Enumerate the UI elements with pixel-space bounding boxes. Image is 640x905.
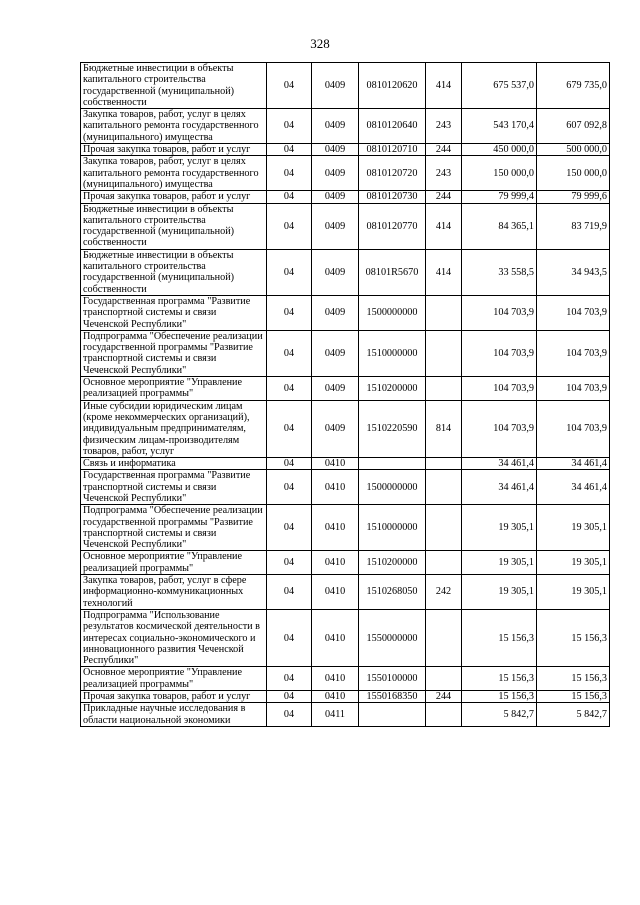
row-expense-type-cell: 244 (426, 191, 462, 203)
row-section-cell: 04 (267, 458, 312, 470)
table-row (81, 458, 610, 470)
row-amount-2-cell: 679 735,0 (537, 63, 610, 109)
row-amount-1-cell: 19 305,1 (462, 505, 537, 551)
table-row (81, 609, 610, 666)
row-amount-1-cell: 150 000,0 (462, 156, 537, 191)
row-subsection-cell: 0410 (312, 505, 359, 551)
row-expense-type-cell (426, 703, 462, 727)
row-amount-2-cell: 34 461,4 (537, 458, 610, 470)
row-expense-type-cell: 244 (426, 144, 462, 156)
row-name-cell: Основное мероприятие "Управление реализацией программы" (81, 667, 267, 691)
table-row (81, 575, 610, 610)
row-amount-2-cell: 19 305,1 (537, 551, 610, 575)
row-subsection-cell: 0409 (312, 156, 359, 191)
row-section-cell: 04 (267, 691, 312, 703)
row-amount-1-cell: 33 558,5 (462, 249, 537, 295)
row-subsection-cell: 0411 (312, 703, 359, 727)
row-target-article-cell: 1550100000 (359, 667, 426, 691)
row-name-cell: Подпрограмма "Обеспечение реализации государственной программы "Развитие транспортной системы и связи Чеченской Республики" (81, 330, 267, 376)
row-subsection-cell: 0410 (312, 667, 359, 691)
row-target-article-cell: 1510200000 (359, 377, 426, 401)
row-amount-2-cell: 15 156,3 (537, 667, 610, 691)
row-amount-1-cell: 15 156,3 (462, 667, 537, 691)
row-section-cell: 04 (267, 156, 312, 191)
row-amount-2-cell: 104 703,9 (537, 295, 610, 330)
row-amount-2-cell: 83 719,9 (537, 203, 610, 249)
row-amount-1-cell: 79 999,4 (462, 191, 537, 203)
row-subsection-cell: 0409 (312, 109, 359, 144)
row-amount-1-cell: 104 703,9 (462, 295, 537, 330)
row-name-cell: Закупка товаров, работ, услуг в целях капитального ремонта государственного (муниципального) имущества (81, 109, 267, 144)
row-amount-1-cell: 5 842,7 (462, 703, 537, 727)
row-subsection-cell: 0409 (312, 295, 359, 330)
row-amount-2-cell: 104 703,9 (537, 377, 610, 401)
row-name-cell: Прочая закупка товаров, работ и услуг (81, 691, 267, 703)
row-amount-1-cell: 19 305,1 (462, 551, 537, 575)
row-section-cell: 04 (267, 63, 312, 109)
row-target-article-cell: 0810120620 (359, 63, 426, 109)
row-amount-2-cell: 5 842,7 (537, 703, 610, 727)
row-expense-type-cell (426, 551, 462, 575)
row-subsection-cell: 0410 (312, 470, 359, 505)
row-subsection-cell: 0409 (312, 249, 359, 295)
budget-table (80, 62, 610, 727)
row-amount-1-cell: 543 170,4 (462, 109, 537, 144)
table-row (81, 63, 610, 109)
table-row (81, 667, 610, 691)
row-expense-type-cell (426, 505, 462, 551)
row-name-cell: Прочая закупка товаров, работ и услуг (81, 144, 267, 156)
row-amount-2-cell: 104 703,9 (537, 400, 610, 457)
row-name-cell: Подпрограмма "Обеспечение реализации государственной программы "Развитие транспортной системы и связи Чеченской Республики" (81, 505, 267, 551)
row-section-cell: 04 (267, 109, 312, 144)
row-name-cell: Основное мероприятие "Управление реализацией программы" (81, 551, 267, 575)
row-target-article-cell: 0810120730 (359, 191, 426, 203)
row-amount-2-cell: 19 305,1 (537, 575, 610, 610)
row-section-cell: 04 (267, 249, 312, 295)
row-target-article-cell: 1510000000 (359, 330, 426, 376)
row-expense-type-cell (426, 295, 462, 330)
table-row (81, 295, 610, 330)
row-expense-type-cell: 414 (426, 203, 462, 249)
row-expense-type-cell: 814 (426, 400, 462, 457)
row-amount-2-cell: 19 305,1 (537, 505, 610, 551)
row-amount-2-cell: 15 156,3 (537, 691, 610, 703)
row-target-article-cell: 1510200000 (359, 551, 426, 575)
row-subsection-cell: 0409 (312, 63, 359, 109)
table-row (81, 156, 610, 191)
row-amount-2-cell: 34 461,4 (537, 470, 610, 505)
budget-table-body (81, 63, 610, 727)
row-amount-1-cell: 84 365,1 (462, 203, 537, 249)
row-section-cell: 04 (267, 377, 312, 401)
row-expense-type-cell: 243 (426, 109, 462, 144)
row-amount-2-cell: 34 943,5 (537, 249, 610, 295)
row-expense-type-cell: 243 (426, 156, 462, 191)
row-name-cell: Закупка товаров, работ, услуг в целях капитального ремонта государственного (муниципального) имущества (81, 156, 267, 191)
row-name-cell: Подпрограмма "Использование результатов космической деятельности в интересах социально-экономического и инновационного развития Чеченской Республики" (81, 609, 267, 666)
row-subsection-cell: 0410 (312, 575, 359, 610)
row-subsection-cell: 0409 (312, 400, 359, 457)
row-amount-1-cell: 19 305,1 (462, 575, 537, 610)
row-target-article-cell: 1510220590 (359, 400, 426, 457)
row-target-article-cell: 1550168350 (359, 691, 426, 703)
row-section-cell: 04 (267, 330, 312, 376)
row-target-article-cell: 0810120720 (359, 156, 426, 191)
row-section-cell: 04 (267, 470, 312, 505)
row-section-cell: 04 (267, 703, 312, 727)
row-target-article-cell (359, 458, 426, 470)
row-section-cell: 04 (267, 144, 312, 156)
row-subsection-cell: 0409 (312, 144, 359, 156)
table-row (81, 691, 610, 703)
row-subsection-cell: 0409 (312, 191, 359, 203)
table-row (81, 109, 610, 144)
row-target-article-cell: 0810120770 (359, 203, 426, 249)
row-target-article-cell: 08101R5670 (359, 249, 426, 295)
row-name-cell: Государственная программа "Развитие транспортной системы и связи Чеченской Республики" (81, 295, 267, 330)
row-expense-type-cell (426, 667, 462, 691)
row-amount-2-cell: 607 092,8 (537, 109, 610, 144)
row-subsection-cell: 0409 (312, 377, 359, 401)
row-section-cell: 04 (267, 667, 312, 691)
row-amount-1-cell: 15 156,3 (462, 691, 537, 703)
table-row (81, 551, 610, 575)
row-section-cell: 04 (267, 203, 312, 249)
row-amount-1-cell: 34 461,4 (462, 470, 537, 505)
row-expense-type-cell: 244 (426, 691, 462, 703)
row-expense-type-cell: 414 (426, 249, 462, 295)
row-target-article-cell: 1510000000 (359, 505, 426, 551)
row-expense-type-cell (426, 458, 462, 470)
row-expense-type-cell: 414 (426, 63, 462, 109)
row-name-cell: Основное мероприятие "Управление реализацией программы" (81, 377, 267, 401)
row-name-cell: Иные субсидии юридическим лицам (кроме некоммерческих организаций), индивидуальным предпринимателям, физическим лицам-производителям товаров, работ, услуг (81, 400, 267, 457)
row-section-cell: 04 (267, 505, 312, 551)
row-amount-2-cell: 500 000,0 (537, 144, 610, 156)
row-target-article-cell: 1510268050 (359, 575, 426, 610)
row-subsection-cell: 0410 (312, 551, 359, 575)
row-target-article-cell: 1550000000 (359, 609, 426, 666)
table-row (81, 505, 610, 551)
row-name-cell: Закупка товаров, работ, услуг в сфере информационно-коммуникационных технологий (81, 575, 267, 610)
row-amount-2-cell: 15 156,3 (537, 609, 610, 666)
row-name-cell: Бюджетные инвестиции в объекты капитального строительства государственной (муниципальной) собственности (81, 203, 267, 249)
row-section-cell: 04 (267, 551, 312, 575)
row-section-cell: 04 (267, 295, 312, 330)
row-name-cell: Прикладные научные исследования в области национальной экономики (81, 703, 267, 727)
row-amount-2-cell: 104 703,9 (537, 330, 610, 376)
row-amount-1-cell: 450 000,0 (462, 144, 537, 156)
row-subsection-cell: 0410 (312, 609, 359, 666)
table-row (81, 377, 610, 401)
row-name-cell: Государственная программа "Развитие транспортной системы и связи Чеченской Республики" (81, 470, 267, 505)
row-target-article-cell: 1500000000 (359, 295, 426, 330)
page-number: 328 (310, 36, 330, 51)
table-row (81, 191, 610, 203)
row-section-cell: 04 (267, 575, 312, 610)
row-section-cell: 04 (267, 400, 312, 457)
row-subsection-cell: 0409 (312, 203, 359, 249)
row-name-cell: Бюджетные инвестиции в объекты капитального строительства государственной (муниципальной) собственности (81, 249, 267, 295)
table-row (81, 703, 610, 727)
row-amount-1-cell: 15 156,3 (462, 609, 537, 666)
row-name-cell: Бюджетные инвестиции в объекты капитального строительства государственной (муниципальной) собственности (81, 63, 267, 109)
table-row (81, 203, 610, 249)
row-amount-1-cell: 104 703,9 (462, 330, 537, 376)
row-name-cell: Связь и информатика (81, 458, 267, 470)
row-name-cell: Прочая закупка товаров, работ и услуг (81, 191, 267, 203)
row-expense-type-cell: 242 (426, 575, 462, 610)
row-expense-type-cell (426, 609, 462, 666)
row-amount-2-cell: 150 000,0 (537, 156, 610, 191)
row-subsection-cell: 0410 (312, 691, 359, 703)
row-amount-1-cell: 675 537,0 (462, 63, 537, 109)
row-amount-1-cell: 104 703,9 (462, 400, 537, 457)
table-row (81, 400, 610, 457)
row-section-cell: 04 (267, 609, 312, 666)
row-amount-2-cell: 79 999,6 (537, 191, 610, 203)
row-amount-1-cell: 104 703,9 (462, 377, 537, 401)
row-expense-type-cell (426, 470, 462, 505)
table-row (81, 470, 610, 505)
table-row (81, 330, 610, 376)
table-row (81, 249, 610, 295)
row-target-article-cell: 1500000000 (359, 470, 426, 505)
row-amount-1-cell: 34 461,4 (462, 458, 537, 470)
row-subsection-cell: 0410 (312, 458, 359, 470)
row-target-article-cell: 0810120710 (359, 144, 426, 156)
row-subsection-cell: 0409 (312, 330, 359, 376)
table-row (81, 144, 610, 156)
row-expense-type-cell (426, 377, 462, 401)
row-target-article-cell (359, 703, 426, 727)
row-target-article-cell: 0810120640 (359, 109, 426, 144)
row-expense-type-cell (426, 330, 462, 376)
row-section-cell: 04 (267, 191, 312, 203)
